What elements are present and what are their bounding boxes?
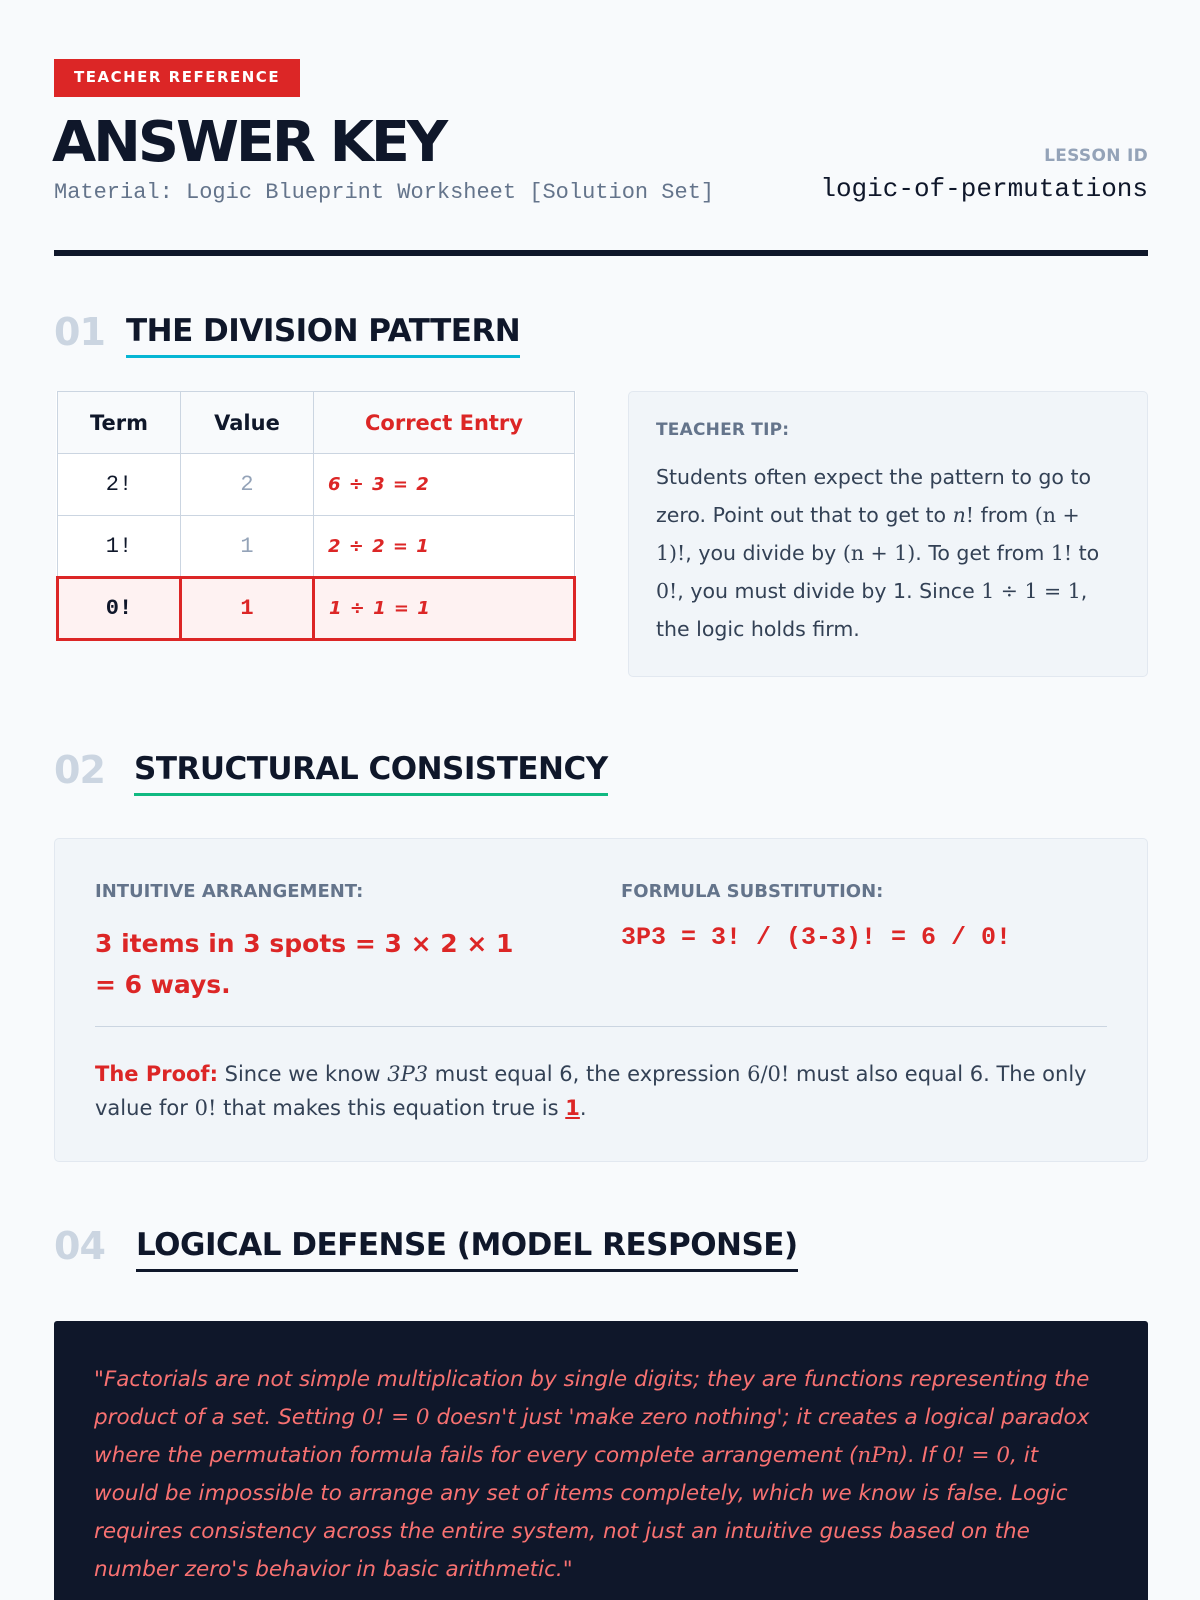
- formula-substitution-text: 3P3 = 3! / (3-3)! = 6 / 0!: [621, 923, 1012, 952]
- material-subtitle: Material: Logic Blueprint Worksheet [Solution Set]: [54, 180, 715, 205]
- section-title-logical-defense: LOGICAL DEFENSE (MODEL RESPONSE): [136, 1227, 798, 1272]
- table-row-highlighted: [58, 578, 575, 640]
- value-cell: 2: [181, 454, 314, 516]
- answer-key-page: [54, 0, 1148, 1600]
- table-header-row: [58, 392, 575, 454]
- table-row: [58, 516, 575, 578]
- intuitive-arrangement-text: 3 items in 3 spots = 3 × 2 × 1 = 6 ways.: [95, 929, 514, 999]
- header-divider: [54, 250, 1148, 256]
- section-title-structural-consistency: STRUCTURAL CONSISTENCY: [134, 751, 608, 796]
- section-number-02: 02: [54, 748, 105, 792]
- lesson-id-label: LESSON ID: [1044, 146, 1148, 166]
- section-number-01: 01: [54, 310, 105, 354]
- formula-substitution-label: FORMULA SUBSTITUTION:: [621, 881, 884, 902]
- table-row: [58, 454, 575, 516]
- value-cell: 1: [181, 578, 314, 640]
- term-cell: 0!: [58, 578, 181, 640]
- column-header-correct-entry: Correct Entry: [314, 392, 575, 454]
- model-response-panel: [54, 1321, 1148, 1600]
- division-pattern-table: [56, 391, 576, 641]
- page-title: ANSWER KEY: [52, 110, 446, 175]
- term-cell: 2!: [58, 454, 181, 516]
- column-header-term: Term: [58, 392, 181, 454]
- term-cell: 1!: [58, 516, 181, 578]
- teacher-tip-panel: [628, 391, 1148, 677]
- proof-text: The Proof: Since we know 3P3 must equal 6, the expression 6/0! must also equal 6. The only value for 0! that makes this equation true is 1.: [95, 1062, 1087, 1120]
- model-response-text: "Factorials are not simple multiplication by single digits; they are functions representing the product of a set. Setting 0! = 0 doesn't just 'make zero nothing'; it creates a logical paradox where the permutation formula fails for every complete arrangement (nPn). If 0! = 0, it would be impossible to arrange any set of items completely, which we know is false. Logic requires consistency across the entire system, not just an intuitive guess based on the number zero's behavior in basic arithmetic.": [94, 1367, 1090, 1582]
- teacher-tip-label: TEACHER TIP:: [656, 420, 790, 440]
- section-number-04: 04: [54, 1224, 105, 1268]
- teacher-tip-text: Students often expect the pattern to go to zero. Point out that to get to n! from (n + 1)!, you divide by (n + 1). To get from 1! to 0!, you must divide by 1. Since 1 ÷ 1 = 1, the logic holds firm.: [656, 465, 1100, 641]
- section-title-division-pattern: THE DIVISION PATTERN: [126, 313, 520, 358]
- panel-divider: [95, 1026, 1107, 1027]
- correct-entry-cell: 6 ÷ 3 = 2: [314, 454, 575, 516]
- teacher-reference-badge: TEACHER REFERENCE: [54, 59, 300, 97]
- column-header-value: Value: [181, 392, 314, 454]
- intuitive-arrangement-label: INTUITIVE ARRANGEMENT:: [95, 881, 364, 902]
- correct-entry-cell: 2 ÷ 2 = 1: [314, 516, 575, 578]
- correct-entry-cell: 1 ÷ 1 = 1: [314, 578, 575, 640]
- structural-consistency-panel: [54, 838, 1148, 1162]
- lesson-id-value: logic-of-permutations: [820, 174, 1148, 204]
- proof-answer: 1: [565, 1096, 580, 1120]
- value-cell: 1: [181, 516, 314, 578]
